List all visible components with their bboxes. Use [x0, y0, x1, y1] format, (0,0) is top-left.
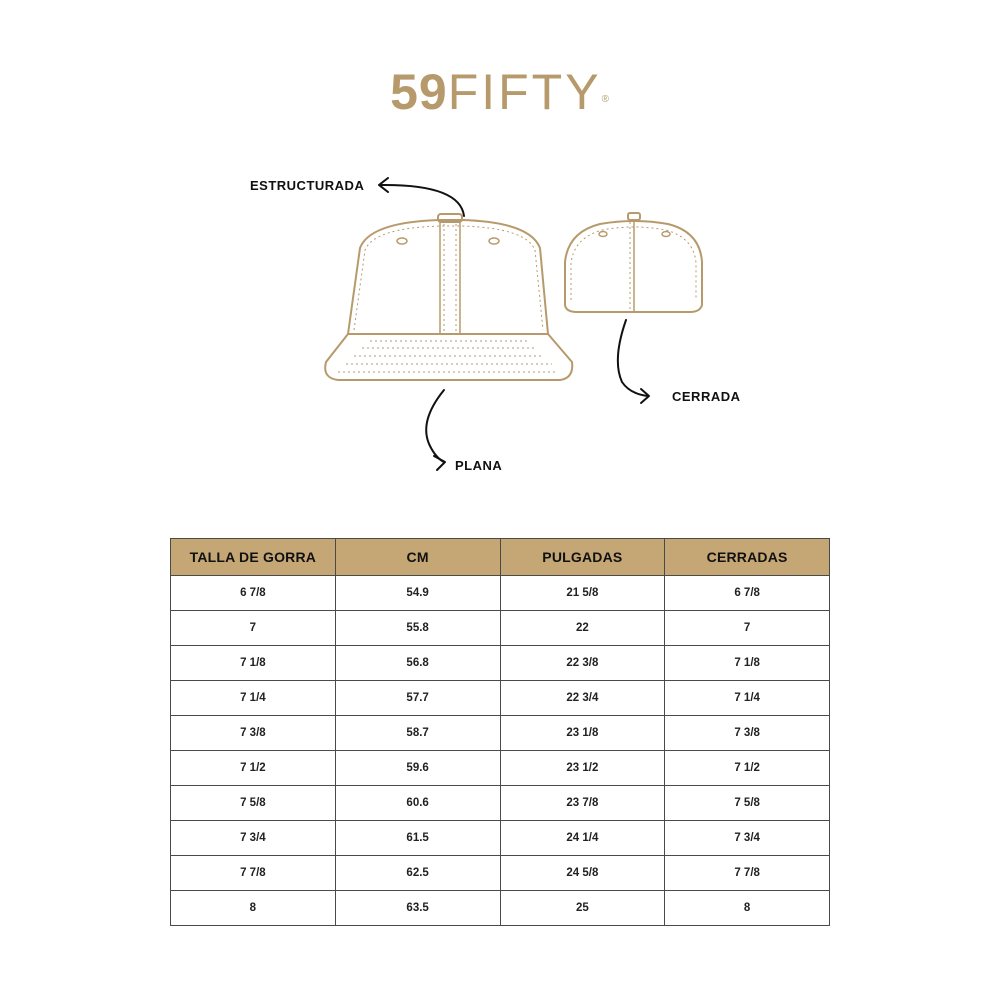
cell-cm: 63.5: [335, 891, 500, 926]
cell-cm: 58.7: [335, 716, 500, 751]
table-row: [171, 576, 830, 611]
cell-cm: 54.9: [335, 576, 500, 611]
cell-cap-size: 7 3/8: [171, 716, 336, 751]
cell-inches: 23 7/8: [500, 786, 665, 821]
cell-inches: 21 5/8: [500, 576, 665, 611]
cell-cap-size: 7 1/4: [171, 681, 336, 716]
cell-cm: 55.8: [335, 611, 500, 646]
curved-arrow-icon: [618, 320, 648, 396]
table-row: [171, 646, 830, 681]
table-row: [171, 681, 830, 716]
cell-closed: 7 1/4: [665, 681, 830, 716]
cell-closed: 7 1/2: [665, 751, 830, 786]
header-inches: PULGADAS: [500, 539, 665, 576]
table-row: [171, 716, 830, 751]
cell-inches: 25: [500, 891, 665, 926]
header-cm: CM: [335, 539, 500, 576]
cell-cap-size: 7 3/4: [171, 821, 336, 856]
curved-arrow-icon: [380, 185, 464, 216]
cell-cap-size: 7 5/8: [171, 786, 336, 821]
front-cap-illustration: [325, 214, 572, 380]
cell-cm: 60.6: [335, 786, 500, 821]
cell-cap-size: 7 7/8: [171, 856, 336, 891]
logo-number: 59: [390, 64, 448, 120]
cell-inches: 23 1/2: [500, 751, 665, 786]
cell-inches: 23 1/8: [500, 716, 665, 751]
size-chart-table: [170, 538, 830, 926]
table-row: [171, 891, 830, 926]
curved-arrow-icon: [426, 390, 444, 462]
cell-cap-size: 7 1/8: [171, 646, 336, 681]
cell-inches: 22: [500, 611, 665, 646]
label-flat: PLANA: [455, 458, 503, 473]
side-cap-illustration: [565, 213, 702, 312]
cell-closed: 7 1/8: [665, 646, 830, 681]
cell-cm: 62.5: [335, 856, 500, 891]
cell-cm: 57.7: [335, 681, 500, 716]
table-row: [171, 856, 830, 891]
table-row: [171, 821, 830, 856]
arrowhead-icon: [434, 456, 445, 470]
cell-cap-size: 6 7/8: [171, 576, 336, 611]
header-cap-size: TALLA DE GORRA: [171, 539, 336, 576]
cell-cm: 56.8: [335, 646, 500, 681]
cell-cm: 61.5: [335, 821, 500, 856]
logo-word: FIFTY: [447, 64, 602, 120]
cell-closed: 7 3/8: [665, 716, 830, 751]
table-row: [171, 611, 830, 646]
table-row: [171, 786, 830, 821]
label-closed: CERRADA: [672, 389, 741, 404]
table-row: [171, 751, 830, 786]
cell-inches: 24 5/8: [500, 856, 665, 891]
cell-closed: 6 7/8: [665, 576, 830, 611]
cell-closed: 8: [665, 891, 830, 926]
header-closed: CERRADAS: [665, 539, 830, 576]
cell-inches: 22 3/8: [500, 646, 665, 681]
cell-cap-size: 8: [171, 891, 336, 926]
cell-closed: 7 5/8: [665, 786, 830, 821]
cell-cm: 59.6: [335, 751, 500, 786]
table-header-row: [171, 539, 830, 576]
cell-closed: 7 7/8: [665, 856, 830, 891]
cell-inches: 24 1/4: [500, 821, 665, 856]
label-structured: ESTRUCTURADA: [250, 178, 365, 193]
logo-registered-mark: ®: [601, 94, 610, 105]
cell-inches: 22 3/4: [500, 681, 665, 716]
cell-closed: 7: [665, 611, 830, 646]
cell-cap-size: 7: [171, 611, 336, 646]
cell-cap-size: 7 1/2: [171, 751, 336, 786]
cell-closed: 7 3/4: [665, 821, 830, 856]
